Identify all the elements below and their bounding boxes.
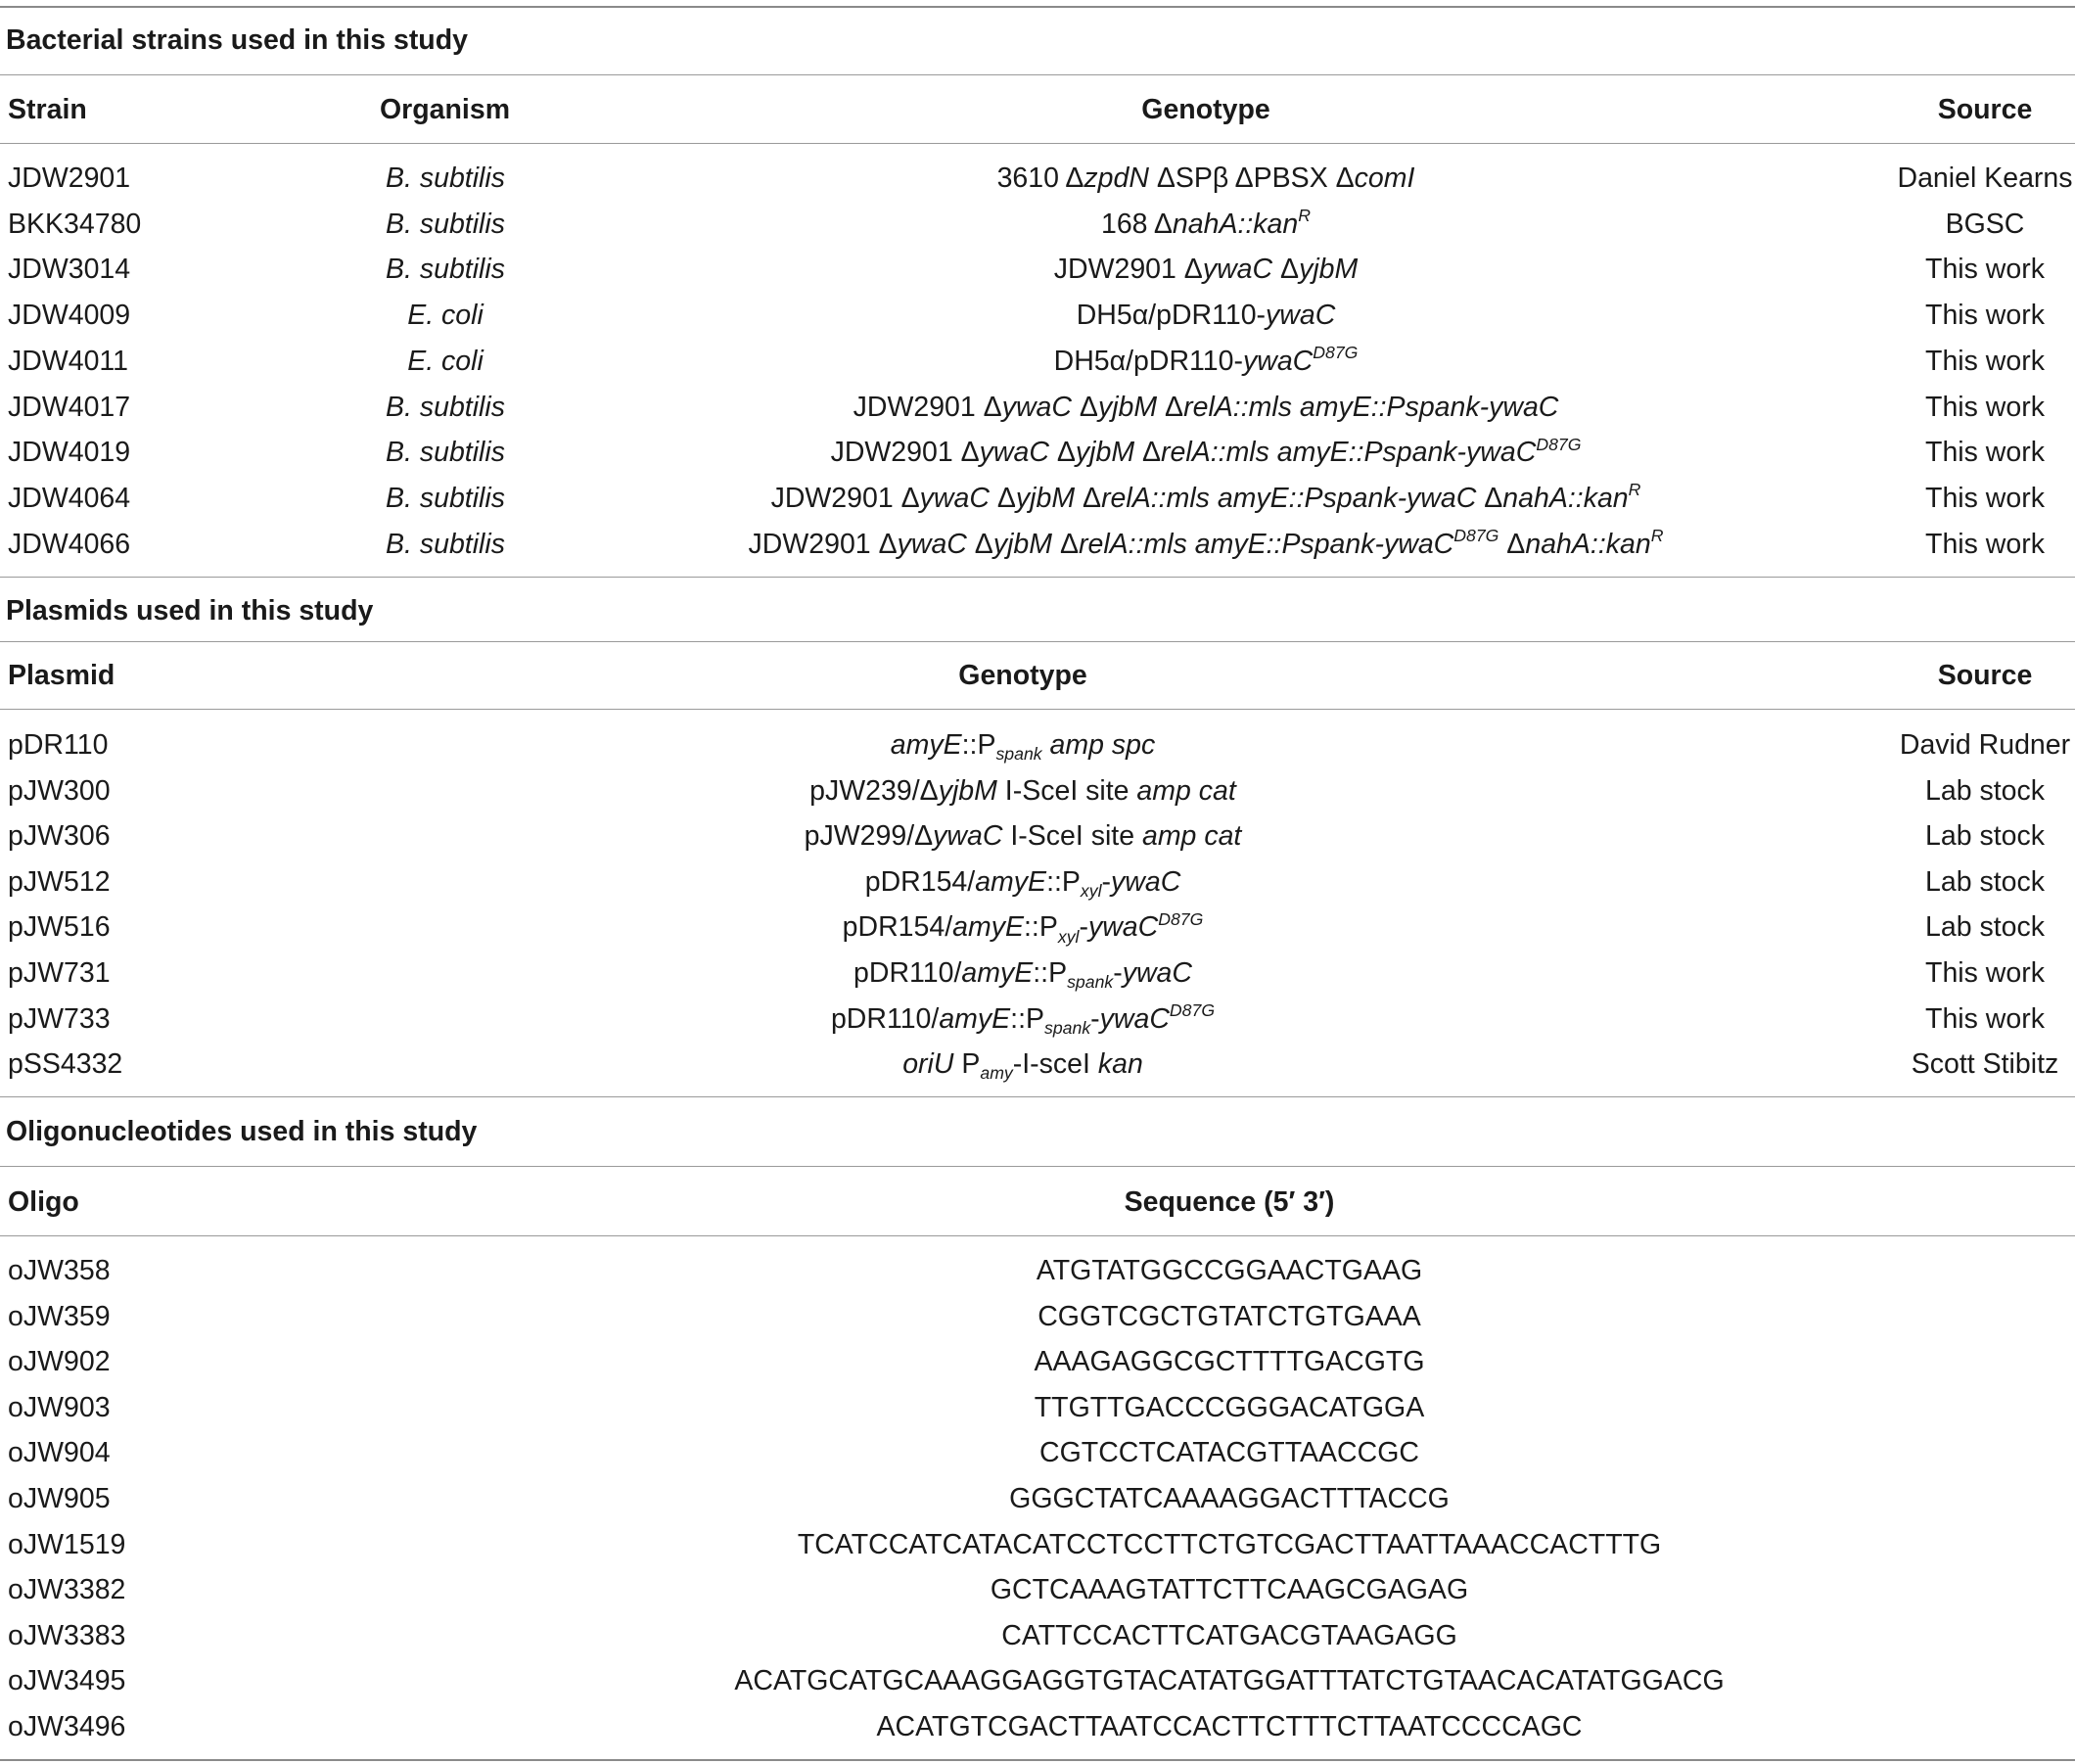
- oligo-sequence: GCTCAAAGTATTCTTCAAGCGAGAG: [990, 1574, 1469, 1606]
- genotype-part: 168 Δ: [1100, 208, 1173, 240]
- oligo-sequence: CGGTCGCTGTATCTGTGAAA: [1038, 1300, 1421, 1332]
- oligo-sequence: ATGTATGGCCGGAACTGAAG: [1036, 1255, 1423, 1286]
- strain-genotype: [771, 480, 1641, 517]
- genotype-italic-part: nahA::kan: [1172, 208, 1299, 240]
- oligo-id: oJW904: [8, 1437, 111, 1469]
- strain-source: This work: [1925, 300, 2045, 332]
- genotype-italic-part: amyE: [952, 911, 1024, 944]
- genotype-italic-part: nahA::kan: [1525, 528, 1651, 560]
- genotype-italic-part: yjbM: [1075, 437, 1135, 469]
- organism-column-header: Organism: [380, 94, 511, 125]
- plasmid-genotype: [853, 954, 1192, 992]
- genotype-italic-part: relA::mls amyE::Pspank-ywaC: [1079, 528, 1454, 560]
- oligos-header-rule: [0, 1235, 2075, 1236]
- genotype-part: ::P: [961, 729, 996, 761]
- genotype-italic-part: amyE: [939, 1002, 1011, 1035]
- genotype-part: pDR110/: [853, 957, 962, 989]
- strain-genotype: [749, 526, 1664, 563]
- strain-id: JDW4017: [8, 391, 131, 423]
- genotype-subscript: amy: [980, 1063, 1013, 1084]
- organism-name: B. subtilis: [386, 437, 505, 469]
- genotype-italic-part: comI: [1354, 162, 1415, 194]
- organism-name: B. subtilis: [386, 254, 505, 286]
- oligos-section-title: Oligonucleotides used in this study: [6, 1116, 478, 1147]
- oligo-sequence: CATTCCACTTCATGACGTAAGAGG: [1001, 1619, 1457, 1651]
- genotype-superscript: R: [1628, 480, 1641, 500]
- genotype-part: pDR110/: [830, 1002, 940, 1035]
- plasmid-genotype: [891, 726, 1155, 764]
- strain-source: This work: [1925, 254, 2045, 286]
- strain-genotype: [1077, 297, 1336, 334]
- strains-section-rule: [0, 74, 2075, 75]
- plasmid-genotype: [809, 772, 1236, 810]
- genotype-superscript: D87G: [1169, 1000, 1216, 1021]
- genotype-italic-part: ywaC: [1001, 391, 1072, 423]
- genotype-part: P: [953, 1048, 981, 1081]
- strain-source: This work: [1925, 482, 2045, 514]
- genotype-subscript: spank: [1067, 972, 1114, 993]
- genotype-subscript: spank: [1044, 1017, 1091, 1038]
- strain-genotype: [853, 389, 1559, 426]
- genotype-part: ::P: [1024, 911, 1058, 944]
- genotype-part: I-SceI site: [1002, 820, 1142, 853]
- genotype-italic-part: yjbM: [992, 528, 1053, 560]
- genotype-part: Δ: [1134, 437, 1162, 469]
- genotype-superscript: D87G: [1158, 908, 1204, 929]
- genotype-italic-part: ywaC: [1122, 957, 1192, 989]
- plasmid-id: pJW516: [8, 911, 111, 944]
- genotype-italic-part: amp cat: [1141, 820, 1242, 853]
- plasmid-id: pDR110: [8, 729, 109, 761]
- genotype-part: 3610 Δ: [996, 162, 1084, 194]
- genotype-italic-part: nahA::kan: [1502, 482, 1629, 514]
- plasmids-bottom-rule: [0, 1096, 2075, 1097]
- strain-id: JDW4009: [8, 300, 131, 332]
- plasmid-source: Lab stock: [1925, 911, 2045, 944]
- strain-genotype: [1101, 206, 1311, 243]
- plasmid-source: Lab stock: [1925, 865, 2045, 898]
- genotype-italic-part: ywaC: [1266, 300, 1336, 332]
- strain-source: Daniel Kearns: [1897, 162, 2073, 194]
- genotype-italic-part: yjbM: [1097, 391, 1158, 423]
- genotype-part: ::P: [1033, 957, 1068, 989]
- genotype-italic-part: ywaC: [933, 820, 1003, 853]
- plasmid-id: pJW306: [8, 820, 111, 853]
- oligo-sequence: ACATGTCGACTTAATCCACTTCTTTCTTAATCCCCAGC: [876, 1711, 1583, 1742]
- plasmid-id: pJW731: [8, 957, 111, 989]
- genotype-part: -: [1090, 1002, 1100, 1035]
- strain-id: JDW4064: [8, 482, 131, 514]
- genotype-part: I-SceI site: [996, 774, 1137, 807]
- genotype-italic-part: ywaC: [979, 437, 1049, 469]
- genotype-italic-part: yjbM: [1015, 482, 1076, 514]
- plasmids-section-rule: [0, 641, 2075, 642]
- genotype-italic-part: ywaC: [1111, 865, 1181, 898]
- strain-source: This work: [1925, 391, 2045, 423]
- genotype-italic-part: ywaC: [1242, 345, 1314, 377]
- genotype-superscript: D87G: [1313, 343, 1359, 363]
- oligo-sequence: ACATGCATGCAAAGGAGGTGTACATATGGATTTATCTGTAACACATATGGACG: [734, 1665, 1725, 1697]
- plasmid-id: pJW733: [8, 1002, 111, 1035]
- genotype-part: Δ: [1048, 437, 1076, 469]
- genotype-italic-part: amp cat: [1136, 774, 1236, 807]
- strain-genotype: [1054, 343, 1359, 380]
- plasmid-genotype: [865, 863, 1181, 901]
- organism-name: B. subtilis: [386, 162, 505, 194]
- genotype-italic-part: ywaC: [897, 528, 967, 560]
- strain-source-column-header: Source: [1937, 94, 2033, 125]
- oligos-section-rule: [0, 1166, 2075, 1167]
- genotype-superscript: D87G: [1536, 434, 1582, 454]
- genotype-part: pDR154/: [842, 911, 953, 944]
- oligo-sequence: TCATCCATCATACATCCTCCTTCTGTCGACTTAATTAAACCACTTTG: [797, 1528, 1662, 1560]
- strain-id: JDW2901: [8, 162, 131, 194]
- strain-genotype-column-header: Genotype: [1141, 94, 1270, 125]
- genotype-part: -I-sceI: [1012, 1048, 1098, 1081]
- oligo-id: oJW3382: [8, 1574, 126, 1606]
- genotype-part: Δ: [1499, 528, 1526, 560]
- oligo-sequence: CGTCCTCATACGTTAACCGC: [1039, 1437, 1419, 1469]
- genotype-part: -: [1079, 911, 1088, 944]
- genotype-superscript: R: [1298, 206, 1312, 226]
- plasmid-source: Lab stock: [1925, 774, 2045, 807]
- plasmid-genotype: [831, 1000, 1215, 1038]
- strain-id: JDW4066: [8, 528, 131, 560]
- genotype-part: ::P: [1046, 865, 1081, 898]
- oligo-id: oJW359: [8, 1300, 111, 1332]
- genotype-part: Δ: [966, 528, 993, 560]
- genotype-part: JDW2901 Δ: [770, 482, 920, 514]
- plasmid-id: pJW512: [8, 865, 111, 898]
- strains-bottom-rule: [0, 577, 2075, 578]
- oligo-id: oJW905: [8, 1483, 111, 1514]
- genotype-part: ::P: [1010, 1002, 1045, 1035]
- plasmids-header-rule: [0, 709, 2075, 710]
- genotype-italic-part: ywaC: [1202, 254, 1273, 286]
- genotype-part: pJW299/Δ: [804, 820, 934, 853]
- genotype-part: JDW2901 Δ: [853, 391, 1002, 423]
- plasmid-id: pJW300: [8, 774, 111, 807]
- genotype-part: pDR154/: [864, 865, 976, 898]
- genotype-italic-part: relA::mls amyE::Pspank-ywaC: [1183, 391, 1559, 423]
- oligo-id: oJW3495: [8, 1665, 126, 1697]
- oligo-id: oJW358: [8, 1255, 111, 1286]
- strain-genotype: [1054, 251, 1359, 288]
- strain-column-header: Strain: [8, 94, 87, 125]
- genotype-superscript: R: [1650, 526, 1664, 546]
- genotype-part: JDW2901 Δ: [1053, 254, 1203, 286]
- genotype-part: -: [1113, 957, 1123, 989]
- genotype-subscript: xyl: [1080, 880, 1102, 901]
- oligo-id: oJW902: [8, 1346, 111, 1378]
- strain-source: This work: [1925, 345, 2045, 377]
- strain-source: This work: [1925, 437, 2045, 469]
- strain-source: BGSC: [1945, 208, 2025, 240]
- genotype-italic-part: relA::mls amyE::Pspank-ywaC: [1161, 437, 1537, 469]
- genotype-italic-part: zpdN: [1084, 162, 1149, 194]
- strains-section-title: Bacterial strains used in this study: [6, 24, 468, 56]
- sequence-column-header: Sequence (5′ 3′): [1124, 1186, 1335, 1218]
- oligo-id: oJW3383: [8, 1619, 126, 1651]
- plasmid-genotype-column-header: Genotype: [958, 660, 1087, 691]
- genotype-part: Δ: [1071, 391, 1098, 423]
- organism-name: B. subtilis: [386, 482, 505, 514]
- oligo-sequence: TTGTTGACCCGGGACATGGA: [1034, 1391, 1425, 1423]
- genotype-part: Δ: [1272, 254, 1300, 286]
- strain-id: JDW4011: [8, 345, 129, 377]
- genotype-italic-part: yjbM: [938, 774, 997, 807]
- genotype-part: pJW239/Δ: [809, 774, 939, 807]
- plasmid-source: Scott Stibitz: [1911, 1048, 2059, 1081]
- genotype-part: -: [1101, 865, 1112, 898]
- strain-id: JDW4019: [8, 437, 131, 469]
- oligo-sequence: AAAGAGGCGCTTTTGACGTG: [1034, 1346, 1425, 1378]
- genotype-part: DH5α/pDR110-: [1053, 345, 1243, 377]
- genotype-italic-part: amyE: [890, 729, 962, 761]
- strain-id: BKK34780: [8, 208, 142, 240]
- plasmid-source: David Rudner: [1899, 729, 2071, 761]
- genotype-italic-part: amp spc: [1041, 729, 1156, 761]
- strain-source: This work: [1925, 528, 2045, 560]
- strain-genotype: [831, 434, 1582, 471]
- strain-id: JDW3014: [8, 254, 131, 286]
- oligo-id: oJW903: [8, 1391, 111, 1423]
- strain-genotype: [997, 160, 1415, 197]
- plasmid-column-header: Plasmid: [8, 660, 115, 691]
- genotype-part: ΔSPβ ΔPBSX Δ: [1148, 162, 1355, 194]
- genotype-italic-part: ywaC: [1087, 911, 1159, 944]
- genotype-part: DH5α/pDR110-: [1076, 300, 1267, 332]
- organism-name: E. coli: [407, 345, 484, 377]
- genotype-italic-part: relA::mls amyE::Pspank-ywaC: [1101, 482, 1477, 514]
- genotype-italic-part: amyE: [975, 865, 1047, 898]
- oligo-id: oJW1519: [8, 1528, 126, 1560]
- plasmid-source: This work: [1925, 1002, 2045, 1035]
- genotype-part: Δ: [1476, 482, 1503, 514]
- genotype-italic-part: ywaC: [919, 482, 990, 514]
- plasmid-genotype: [805, 817, 1242, 855]
- genotype-subscript: xyl: [1057, 926, 1080, 947]
- genotype-part: JDW2901 Δ: [748, 528, 898, 560]
- plasmid-source: Lab stock: [1925, 820, 2045, 853]
- plasmids-section-title: Plasmids used in this study: [6, 595, 374, 627]
- genotype-part: JDW2901 Δ: [830, 437, 980, 469]
- genotype-superscript: D87G: [1453, 526, 1499, 546]
- organism-name: B. subtilis: [386, 528, 505, 560]
- genotype-italic-part: kan: [1097, 1048, 1143, 1081]
- genotype-part: Δ: [1052, 528, 1079, 560]
- plasmid-genotype: [902, 1045, 1143, 1083]
- genotype-part: Δ: [989, 482, 1016, 514]
- plasmid-source: This work: [1925, 957, 2045, 989]
- genotype-part: Δ: [1075, 482, 1102, 514]
- plasmid-id: pSS4332: [8, 1048, 123, 1081]
- genotype-italic-part: ywaC: [1099, 1002, 1170, 1035]
- plasmid-source-column-header: Source: [1937, 660, 2033, 691]
- oligo-sequence: GGGCTATCAAAAGGACTTTACCG: [1009, 1483, 1450, 1514]
- genotype-italic-part: amyE: [961, 957, 1034, 989]
- table-top-rule: [0, 6, 2075, 8]
- oligo-column-header: Oligo: [8, 1186, 79, 1218]
- genotype-subscript: spank: [995, 744, 1042, 765]
- genotype-part: Δ: [1157, 391, 1184, 423]
- organism-name: E. coli: [407, 300, 484, 332]
- plasmid-genotype: [843, 908, 1204, 946]
- oligo-id: oJW3496: [8, 1711, 126, 1742]
- organism-name: B. subtilis: [386, 391, 505, 423]
- organism-name: B. subtilis: [386, 208, 505, 240]
- table-bottom-rule: [0, 1759, 2075, 1761]
- genotype-italic-part: oriU: [902, 1048, 954, 1081]
- genotype-italic-part: yjbM: [1299, 254, 1359, 286]
- strains-header-rule: [0, 143, 2075, 144]
